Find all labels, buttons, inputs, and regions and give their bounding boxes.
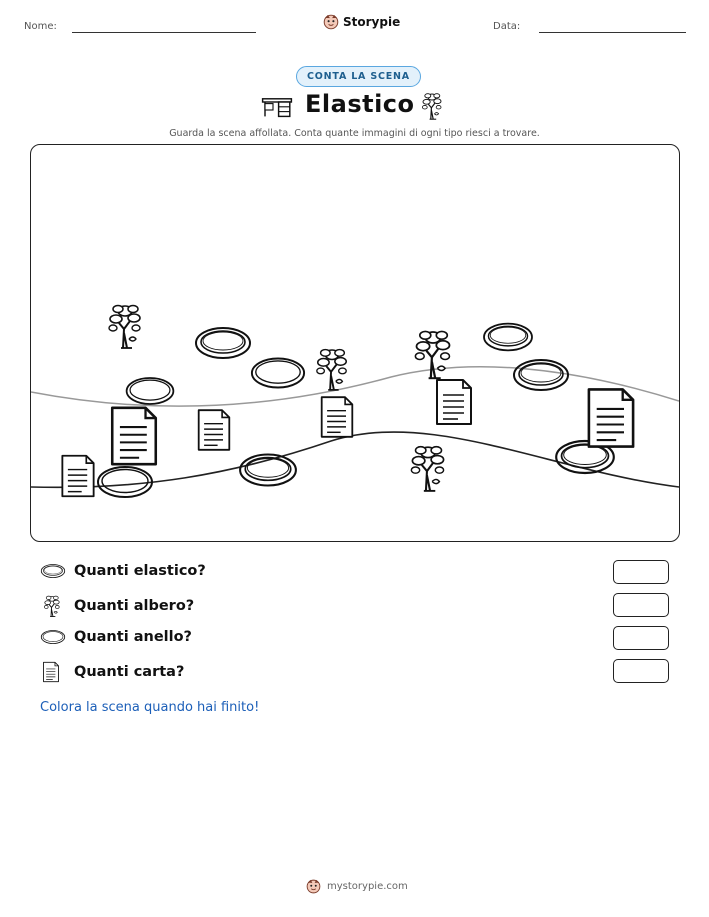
question-row-2 [40,594,194,618]
tree-icon [420,91,444,121]
answer-box-4[interactable] [613,659,669,683]
paper-1 [112,408,156,464]
page-title: Elastico [305,90,415,118]
scene-frame [30,144,680,542]
tree-2 [317,350,346,390]
question-row-3 [40,628,192,646]
date-line[interactable] [539,32,686,33]
tree-4 [411,447,443,491]
question-row-4 [42,661,184,683]
question-row-1 [40,562,206,580]
name-label: Nome: [24,21,57,32]
tree-1 [109,306,140,349]
answer-box-3[interactable] [613,626,669,650]
tree-icon [40,594,64,618]
paper-2 [199,410,230,450]
paper-3 [322,397,353,437]
rubber-band-1 [196,328,250,358]
rubber-band-3 [514,360,568,390]
question-text: Quanti anello? [74,629,192,645]
ring-3 [98,467,152,497]
brand-name: Storypie [343,15,401,29]
footer-site[interactable]: mystorypie.com [327,881,408,892]
ring-icon [40,628,66,646]
answer-box-2[interactable] [613,593,669,617]
question-text: Quanti elastico? [74,563,206,579]
footer-brand [306,879,408,894]
coloring-instruction: Colora la scena quando hai finito! [40,700,260,715]
name-line[interactable] [72,32,256,33]
storypie-icon [323,14,339,30]
rubber-band-icon [40,562,66,580]
answer-box-1[interactable] [613,560,669,584]
paper-5 [589,389,633,446]
date-label: Data: [493,21,521,32]
scene-canvas [31,145,679,541]
desk-icon [261,93,293,119]
rubber-band-4 [240,455,296,486]
rubber-band-2 [484,324,532,351]
ring-1 [252,359,304,388]
ring-2 [127,378,174,404]
storypie-icon [306,879,321,894]
question-text: Quanti carta? [74,664,185,680]
paper-6 [62,456,93,496]
brand-logo [323,14,400,30]
instructions-subtitle: Guarda la scena affollata. Conta quante immagini di ogni tipo riesci a trovare. [169,128,540,139]
paper-4 [437,380,471,424]
category-badge: CONTA LA SCENA [296,66,421,87]
question-text: Quanti albero? [74,598,195,614]
paper-icon [42,661,60,683]
